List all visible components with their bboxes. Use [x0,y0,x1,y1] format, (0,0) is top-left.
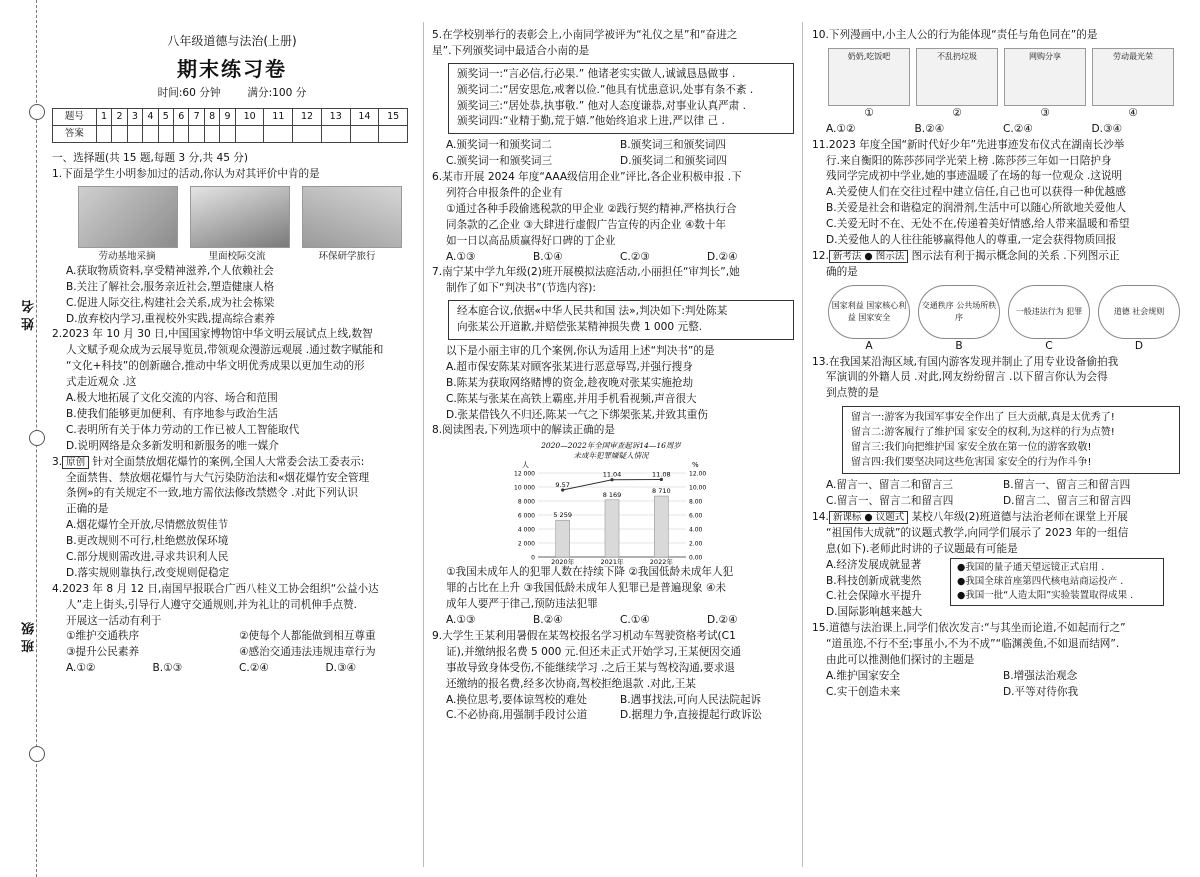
option[interactable]: B.颁奖词三和颁奖词四 [620,139,726,152]
diagram-label: B [955,339,963,352]
cartoon-number: ① [864,106,874,119]
exam-subtitle: 八年级道德与法治(上册) [167,34,297,48]
option[interactable]: D.留言二、留言三和留言四 [1003,495,1132,508]
cartoon-caption: 不乱扔垃圾 [937,51,977,61]
option[interactable]: C.②④ [1003,122,1033,135]
question-number-cell: 7 [189,108,204,125]
option[interactable]: A.换位思考,要体谅驾校的难处 [446,693,587,706]
answer-cell[interactable] [112,125,127,142]
question-13-stem: 军演训的外籍人员 .对此,网友纷纷留言 .以下留言你认为会得 [826,371,1108,384]
question-3-stem: 全面禁售、禁放烟花爆竹与大气污染防治法和«烟花爆竹安全管理 [66,471,370,484]
question-7-stem: 制作了如下“判决书”(节选内容): [446,282,596,295]
question-12-stem-text: 图示法有利于揭示概念间的关系 .下列图示正 [911,249,1120,262]
option[interactable]: A.维护国家安全 [826,669,900,682]
question-14-stem: “祖国伟大成就”的议题式教学,向同学们展示了 2023 年的一组信 [826,526,1129,539]
exam-title: 期末练习卷 [177,57,287,81]
y-tick-label-right: 0.00 [689,554,703,562]
question-1-photos [78,186,412,248]
answer-cell[interactable] [189,125,204,142]
answer-cell[interactable] [321,125,350,142]
option[interactable]: C.②④ [239,662,269,675]
y-axis-label-right: % [692,461,699,470]
answer-cell[interactable] [235,125,264,142]
answer-cell[interactable] [264,125,293,142]
question-3-stem: 正确的是 [66,503,109,516]
answer-cell[interactable] [350,125,379,142]
verdict-box [448,300,794,340]
diagram-label: D [1134,339,1144,352]
answer-cell[interactable] [204,125,219,142]
question-2-stem: 人文赋予观众成为云展导览员,带领观众漫游远观展 .通过数字赋能和 [66,344,384,357]
item: 成年人要严于律己,预防违法犯罪 [446,598,598,611]
y-tick-label: 0 [531,554,535,562]
photo-caption: 环保研学旅行 [318,250,376,262]
question-13-options [812,494,1180,510]
column-2 [432,28,794,724]
question-number-cell: 1 [96,108,111,125]
option[interactable]: B.②④ [914,122,945,135]
y-tick-label-right: 10.00 [689,484,707,492]
column-3 [812,28,1180,701]
answer-cell[interactable] [220,125,235,142]
question-4-stem: 4.2023 年 8 月 12 日,南国早报联合广西八桂义工协会组织“公益小达 [52,582,379,595]
comment: 留言三:我们向把维护国 家安全放在第一位的游客致敬! [851,442,1092,454]
option[interactable]: C.社会保障水平提升 [826,590,922,603]
question-5-stem: 5.在学校别举行的表彰会上,小南同学被评为“礼仪之星”和“奋进之 [432,29,738,41]
photo-caption: 劳动基地采摘 [98,250,156,262]
option[interactable]: A.①③ [446,250,476,263]
diagram-text: 国家利益 国家核心利益 国家安全 [831,300,907,322]
question-number-cell: 9 [220,108,235,125]
option[interactable]: C.实干创造未来 [826,685,901,698]
diagram-a[interactable] [828,285,910,339]
option[interactable]: B.①③ [152,662,183,675]
cartoon-panel [1092,48,1174,106]
item: ④感治交通违法违规违章行为 [239,646,376,659]
option[interactable]: C.颁奖词一和颁奖词三 [446,155,553,168]
column-divider [802,22,803,867]
column-divider [423,22,424,867]
question-5-options [432,154,794,170]
option[interactable]: C.表明所有关于体力劳动的工作已被人工智能取代 [66,423,300,436]
cartoon-numbers [828,106,1180,122]
news-box [950,558,1164,607]
option[interactable]: C.陈某与张某在高铁上霸座,并用手机看视频,声音很大 [446,392,697,405]
option[interactable]: B.使我们能够更加便利、有序地参与政治生活 [66,407,278,420]
question-6-stem: 列符合申报条件的企业有 [446,187,563,200]
comment: 留言二:游客履行了维护国 家安全的权利,为这样的行为点赞! [851,427,1115,439]
item: 同条款的乙企业 ③大肆进行虚假广告宣传的丙企业 ④数十年 [446,218,726,231]
option[interactable]: B.关注了解社会,服务亲近社会,塑造健康人格 [66,280,275,293]
answer-cell[interactable] [379,125,408,142]
question-15-stem: “道虽迩,不行不至;事虽小,不为不成”“临渊羡鱼,不如退而结网”. [826,638,1120,651]
cartoon-number: ③ [1040,106,1050,119]
cartoon-caption: 奶奶,吃饭吧 [847,51,891,61]
award-speech: 颁奖词三:“居处恭,执事敬.” 他对人态度谦恭,对事业认真严肃 . [457,99,746,112]
question-number-cell: 13 [321,108,350,125]
option[interactable]: B.遇事找法,可向人民法院起诉 [620,693,762,706]
answer-table-header: 题号 [53,108,97,125]
option[interactable]: C.①④ [620,614,650,627]
news-item: ●我国的量子通天望远镜正式启用 . [957,561,1105,573]
answer-cell[interactable] [96,125,111,142]
option[interactable]: C.不必协商,用强制手段讨公道 [446,709,588,722]
question-9-stem: 9.大学生王某利用暑假在某驾校报名学习机动车驾驶资格考试(C1 [432,629,736,642]
answer-cell[interactable] [143,125,158,142]
question-12-stem: 确的是 [826,265,858,278]
option[interactable]: C.关爱无时不在、无处不在,传递着美好情感,给人带来温暖和希望 [826,218,1130,231]
option[interactable]: A.经济发展成就显著 [826,558,922,571]
diagram-c[interactable] [1008,285,1090,339]
bar-label: 8 169 [602,491,622,500]
diagram-text: 道德 社会规则 [1113,306,1165,316]
y-tick-label-right: 8.00 [689,498,703,506]
y-tick-label-right: 2.00 [689,540,703,548]
question-10-stem: 10.下列漫画中,小主人公的行为能体现“责任与角色同在”的是 [812,29,1098,41]
question-4-stem: 人”走上街头,引导行人遵守交通规则,并为礼让的司机伸手点赞. [66,598,358,611]
option[interactable]: D.国际影响越来越大 [826,606,923,619]
binding-margin [0,0,48,877]
question-15-options [812,685,1180,701]
bar [654,496,668,557]
option[interactable]: A.烟花爆竹全开放,尽情燃放贺佳节 [66,519,229,532]
comments-box [842,406,1180,474]
question-7-stem: 7.南宁某中学九年级(2)班开展模拟法庭活动,小丽担任“审判长”,她 [432,266,740,279]
item: 如一日以高品质赢得好口碑的丁企业 [446,234,616,247]
name-label: 姓 名 [22,300,37,331]
verdict-text: 经本庭合议,依据«中华人民共和国 法»,判决如下:判处陈某 [457,305,728,318]
question-2-stem: “文化+科技”的创新融合,推动中华文明优秀成果以更加生动的形 [66,360,365,373]
option[interactable]: A.获取物质资料,享受精神滋养,个人依赖社会 [66,264,274,277]
diagram-d[interactable] [1098,285,1180,339]
cartoon-number: ② [952,106,962,119]
question-5-stem: 星”.下列颁奖词中最适合小南的是 [432,44,590,57]
column-1 [52,28,412,677]
question-4-stem: 开展这一活动有利于 [66,614,162,627]
option[interactable]: D.张某借钱久不归还,陈某一气之下绑架张某,并致其重伤 [446,408,708,421]
question-4-items [52,629,412,645]
question-9-options [432,708,794,724]
news-item: ●我国一批“人造太阳”实验装置取得成果 . [957,590,1134,602]
item: ①通过各种手段偷逃税款的甲企业 ②践行契约精神,严格执行合 [446,202,737,215]
item: ③提升公民素养 [66,646,140,659]
y-tick-label: 4 000 [517,526,535,534]
x-tick-label: 2022年 [649,558,673,566]
y-tick-label-right: 4.00 [689,526,703,534]
exam-score: 满分:100 分 [247,87,307,99]
question-15-options [812,669,1180,685]
answer-cell[interactable] [293,125,322,142]
diagram-text: 一般违法行为 犯罪 [1015,306,1083,316]
question-6-options [432,250,794,266]
question-2-stem: 2.2023 年 10 月 30 日,中国国家博物馆中华文明云展试点上线,数智 [52,328,373,341]
y-tick-label-right: 12.00 [689,470,707,478]
option[interactable]: D.落实规则靠执行,改变规则促稳定 [66,566,230,579]
diagram-label: A [865,339,873,352]
question-9-stem: 事故导致身体受伤,不能继续学习 .之后王某与驾校沟通,要求退 [446,661,735,674]
question-5-options [432,138,794,154]
item: ①我国未成年人的犯罪人数在持续下降 ②我国低龄未成年人犯 [446,566,734,579]
question-number-cell: 10 [235,108,264,125]
option[interactable]: D.②④ [707,614,738,627]
class-label: 班 级 [22,622,37,653]
diagram-text: 交通秩序 公共场所秩序 [921,300,997,322]
question-13-options [812,478,1180,494]
question-1-stem: 1.下面是学生小明参加过的活动,你认为对其评价中肯的是 [52,167,320,180]
question-number-cell: 2 [112,108,127,125]
bar-label: 8 710 [652,487,671,496]
question-6-stem: 6.某市开展 2024 年度“AAA级信用企业”评比,各企业积极申报 .下 [432,171,742,184]
binding-hole-icon [29,746,45,762]
photo-exchange [190,186,290,248]
question-13-stem: 13.在我国某沿海区域,有国内游客发现并制止了用专业设备偷拍我 [812,355,1119,368]
option[interactable]: B.①④ [533,250,563,263]
item: 罪的占比在上升 ③我国低龄未成年人犯罪已是普遍现象 ④未 [446,582,726,595]
question-14-stem: 14. 新课标 ● 议题式 某校八年级(2)班道德与法治老师在课堂上开展 [812,511,1128,524]
answer-cell[interactable] [127,125,142,142]
option[interactable]: A.留言一、留言二和留言三 [826,479,953,492]
y-tick-label: 12 000 [514,470,535,478]
exam-time: 时间:60 分钟 [157,87,221,99]
question-15-stem: 由此可以推测他们探讨的主题是 [826,654,975,667]
option[interactable]: B.更改规则不可行,杜绝燃放保环境 [66,535,229,548]
question-3-stem: 条例»的有关规定不一致,地方需依法修改禁燃令 .对此下列认识 [66,487,359,500]
question-2-stem: 式走近观众 .这 [66,376,137,389]
binding-hole-icon [29,430,45,446]
question-12-stem: 12. 新考法 ● 图示法 图示法有利于揭示概念间的关系 .下列图示正 [812,249,1120,262]
item: ②使每个人都能做到相互尊重 [239,630,376,643]
diagram-label: C [1045,339,1053,352]
question-14-stem: 息(如下).老师此时讲的子议题最有可能是 [826,542,1018,555]
option[interactable]: C.部分规则需改进,寻求共识利人民 [66,550,229,563]
photo-study-trip [302,186,402,248]
question-number-cell: 5 [158,108,173,125]
y-axis-label-left: 人 [522,461,529,470]
option[interactable]: A.①② [826,122,856,135]
photo-picking [78,186,178,248]
original-tag: 原创 [62,456,89,469]
cartoon-panel [916,48,998,106]
diagram-labels [828,339,1180,355]
question-9-stem: 还缴纳的报名费,经多次协商,驾校拒绝退款 .对此,王某 [446,677,696,690]
question-13-stem: 到点赞的是 [826,387,879,400]
cartoon-panel [1004,48,1086,106]
photo-caption: 里面校际交流 [208,250,266,262]
question-10-cartoons [828,48,1180,106]
question-number-cell: 3 [127,108,142,125]
x-tick-label: 2020年 [551,558,575,566]
option[interactable]: B.关爱是社会和谐稳定的润滑剂,生活中可以随心所欲地关爱他人 [826,202,1127,215]
cartoon-panel [828,48,910,106]
new-standard-tag: 新课标 ● 议题式 [829,511,908,524]
line-label: 11.04 [602,471,622,480]
concept-diagrams [828,285,1180,339]
question-15-stem: 15.道德与法治课上,同学们依次发言:“与其坐而论道,不如起而行之” [812,622,1126,635]
y-tick-label: 10 000 [514,484,535,492]
y-tick-label: 8 000 [517,498,535,506]
option[interactable]: B.留言一、留言三和留言四 [1003,479,1131,492]
option[interactable]: B.②④ [533,614,563,627]
option[interactable]: A.颁奖词一和颁奖词二 [446,139,552,152]
question-11-stem: 行.来自衡阳的陈莎莎同学光荣上榜 .陈莎莎三年如一日陪护身 [826,154,1112,167]
option[interactable]: A.①③ [446,614,476,627]
question-9-stem: 证),并缴纳报名费 5 000 元.但还未正式开始学习,王某便因交通 [446,645,741,658]
item: ①维护交通秩序 [66,630,140,643]
option[interactable]: D.平等对待你我 [1003,685,1079,698]
exam-meta [52,86,412,102]
y-tick-label-right: 6.00 [689,512,703,520]
answer-cell[interactable] [174,125,189,142]
question-14-stem-text: 某校八年级(2)班道德与法治老师在课堂上开展 [911,511,1128,524]
option[interactable]: C.促进人际交往,构建社会关系,成为社会栋梁 [66,296,275,309]
question-3-stem: 3. 原创 针对全面禁放烟花爆竹的案例,全国人大常委会法工委表示: [52,455,365,468]
question-8-options [432,613,794,629]
option[interactable]: A.极大地拓展了文化交流的内容、场合和范围 [66,392,278,405]
question-number-cell: 15 [379,108,408,125]
option[interactable]: C.②③ [620,250,650,263]
question-number-cell: 12 [293,108,322,125]
question-number-cell: 8 [204,108,219,125]
cartoon-caption: 劳动最光荣 [1113,51,1153,61]
binding-hole-icon [29,104,45,120]
option[interactable]: C.留言一、留言二和留言四 [826,495,954,508]
option[interactable]: B.科技创新成就斐然 [826,574,922,587]
question-number-cell: 4 [143,108,158,125]
option[interactable]: A.超市保安陈某对顾客张某进行恶意辱骂,并强行搜身 [446,360,693,373]
option[interactable]: D.据理力争,直接提起行政诉讼 [620,709,763,722]
award-speech-box [448,63,794,135]
new-method-tag: 新考法 ● 图示法 [829,250,908,263]
bar [556,521,570,558]
answer-table [52,108,408,143]
question-4-items [52,645,412,661]
answer-cell[interactable] [158,125,173,142]
option[interactable]: A.①② [66,662,96,675]
option[interactable]: D.颁奖词二和颁奖词四 [620,155,727,168]
diagram-b[interactable] [918,285,1000,339]
question-number-cell: 6 [174,108,189,125]
section-heading: 一、选择题(共 15 题,每题 3 分,共 45 分) [52,151,249,164]
option[interactable]: A.关爱使人们在交往过程中建立信任,自己也可以获得一种优越感 [826,186,1126,199]
award-speech: 颁奖词四:“业精于勤,荒于嬉.”他始终追求上进,严以律 己 . [457,115,725,128]
question-number-cell: 11 [264,108,293,125]
option[interactable]: D.③④ [1091,122,1123,135]
option[interactable]: B.陈某为获取网络赌博的资金,趁夜晚对张某实施抢劫 [446,376,694,389]
question-4-options [52,661,412,677]
y-tick-label: 6 000 [517,512,535,520]
news-item: ●我国全球首座第四代核电站商运投产 . [957,575,1124,587]
chart-title: 未成年犯罪嫌疑人情况 [573,451,649,461]
verdict-text: 向张某公开道歉,并赔偿张某精神损失费 1 000 元整. [457,321,703,334]
award-speech: 颁奖词二:“居安思危,戒奢以俭.”他具有忧患意识,处事有条不紊 . [457,83,754,96]
question-11-stem: 11.2023 年度全国“新时代好少年”先进事迹发布仪式在湖南长沙举 [812,138,1125,151]
bar [605,500,619,557]
question-7-prompt: 以下是小丽主审的几个案例,你认为适用上述“判决书”的是 [446,345,715,358]
option[interactable]: D.②④ [707,250,738,263]
award-speech: 颁奖词一:“言必信,行必果.” 他诸老实实做人,诚诚恳恳做事 . [457,67,736,80]
option[interactable]: D.放弃校内学习,重视校外实践,提高综合素养 [66,312,275,325]
juvenile-crime-chart [496,439,726,565]
cartoon-number: ④ [1128,106,1138,119]
question-8-stem: 8.阅读图表,下列选项中的解读正确的是 [432,424,615,437]
question-11-stem: 残同学完成初中学业,她的事迹温暖了在场的每一位观众 .这说明 [826,170,1123,183]
comment: 留言一:游客为我国军事安全作出了 巨大贡献,真是太优秀了! [851,412,1115,424]
cartoon-caption: 网购分享 [1029,51,1061,61]
option[interactable]: D.说明网络是众多新发明和新服务的唯一媒介 [66,439,279,452]
chart-title: 2020—2022年全国审查起诉14—16周岁 [541,441,681,451]
option[interactable]: D.关爱他人的人往往能够赢得他人的尊重,一定会获得物质回报 [826,234,1117,247]
question-3-stem-text: 针对全面禁放烟花爆竹的案例,全国人大常委会法工委表示: [92,455,365,468]
question-14-body [812,558,1180,622]
comment: 留言四:我们要坚决同这些危害国 家安全的行为作斗争! [851,457,1092,469]
answer-table-header: 答案 [53,125,97,142]
option[interactable]: B.增强法治观念 [1003,669,1078,682]
bar-label: 5 259 [553,511,572,520]
line-label: 9.57 [555,481,570,490]
question-1-captions [78,250,412,264]
question-10-options [812,122,1180,138]
question-9-options [432,693,794,709]
option[interactable]: D.③④ [325,662,357,675]
x-tick-label: 2021年 [600,558,624,566]
line-label: 11.08 [652,470,671,479]
question-number-cell: 14 [350,108,379,125]
y-tick-label: 2 000 [517,540,535,548]
